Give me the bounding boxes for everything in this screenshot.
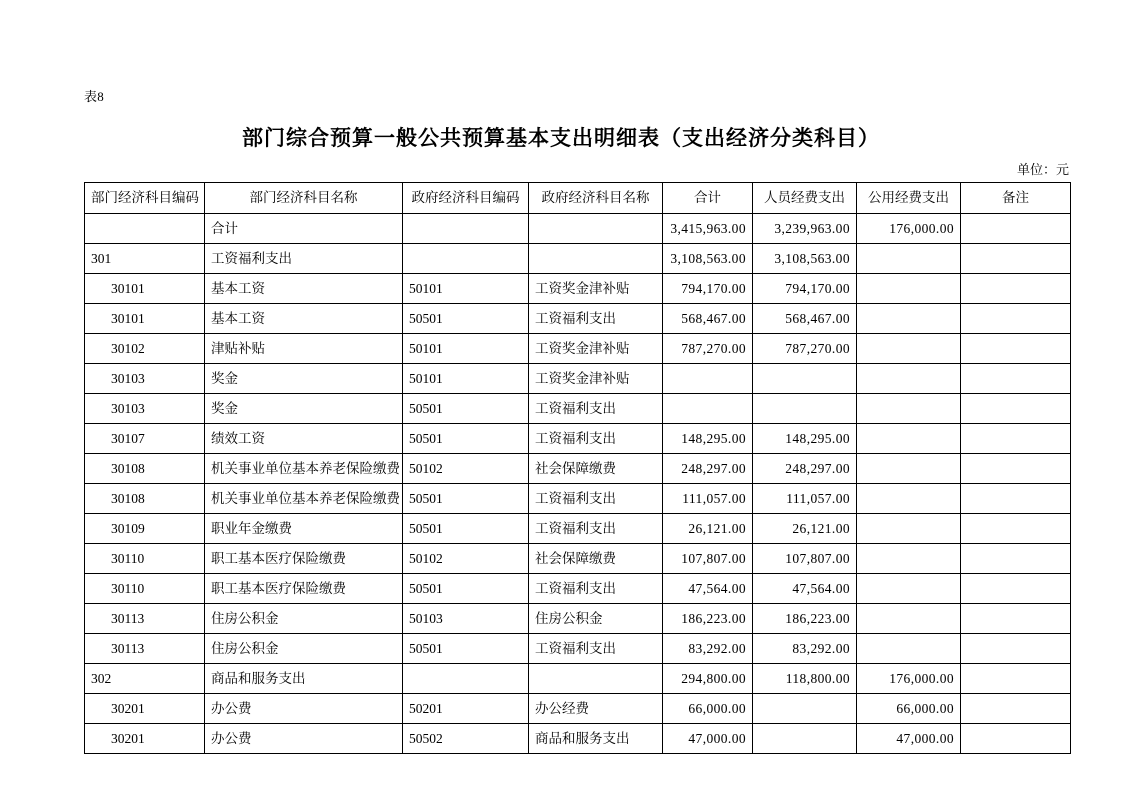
cell-remark [961, 424, 1071, 454]
cell-gov-code: 50501 [403, 514, 529, 544]
cell-remark [961, 394, 1071, 424]
cell-gov-code: 50501 [403, 424, 529, 454]
cell-personnel [753, 364, 857, 394]
cell-gov-code: 50501 [403, 484, 529, 514]
cell-remark [961, 274, 1071, 304]
cell-remark [961, 304, 1071, 334]
cell-dept-name: 工资福利支出 [205, 244, 403, 274]
cell-personnel: 83,292.00 [753, 634, 857, 664]
cell-dept-code: 30110 [85, 544, 205, 574]
cell-gov-name: 工资福利支出 [529, 634, 663, 664]
cell-gov-name [529, 664, 663, 694]
cell-dept-code: 30107 [85, 424, 205, 454]
cell-dept-name: 职业年金缴费 [205, 514, 403, 544]
cell-personnel: 248,297.00 [753, 454, 857, 484]
cell-dept-code: 30110 [85, 574, 205, 604]
table-row [85, 364, 1071, 394]
cell-personnel: 3,108,563.00 [753, 244, 857, 274]
cell-gov-name: 工资福利支出 [529, 484, 663, 514]
table-row [85, 664, 1071, 694]
cell-total: 186,223.00 [663, 604, 753, 634]
cell-public [857, 634, 961, 664]
cell-public [857, 334, 961, 364]
table-row [85, 244, 1071, 274]
cell-remark [961, 334, 1071, 364]
cell-gov-name: 住房公积金 [529, 604, 663, 634]
cell-personnel: 568,467.00 [753, 304, 857, 334]
cell-public [857, 274, 961, 304]
cell-gov-name [529, 244, 663, 274]
cell-gov-name [529, 214, 663, 244]
cell-personnel: 111,057.00 [753, 484, 857, 514]
cell-total [663, 364, 753, 394]
cell-public [857, 394, 961, 424]
cell-gov-name: 工资福利支出 [529, 304, 663, 334]
table-row [85, 544, 1071, 574]
cell-remark [961, 544, 1071, 574]
cell-dept-code: 30108 [85, 454, 205, 484]
cell-public [857, 364, 961, 394]
cell-dept-name: 津贴补贴 [205, 334, 403, 364]
cell-gov-name: 工资福利支出 [529, 394, 663, 424]
cell-personnel: 118,800.00 [753, 664, 857, 694]
cell-gov-code: 50501 [403, 394, 529, 424]
cell-gov-name: 办公经费 [529, 694, 663, 724]
table-row [85, 724, 1071, 754]
cell-remark [961, 694, 1071, 724]
column-header-gov-code: 政府经济科目编码 [403, 183, 529, 214]
cell-dept-name: 机关事业单位基本养老保险缴费 [205, 454, 403, 484]
cell-dept-code: 30108 [85, 484, 205, 514]
cell-remark [961, 724, 1071, 754]
cell-total: 3,415,963.00 [663, 214, 753, 244]
table-row [85, 694, 1071, 724]
cell-public: 66,000.00 [857, 694, 961, 724]
table-row [85, 484, 1071, 514]
table-row [85, 634, 1071, 664]
table-row [85, 604, 1071, 634]
table-row [85, 334, 1071, 364]
column-header-total: 合计 [663, 183, 753, 214]
cell-dept-name: 基本工资 [205, 274, 403, 304]
cell-total: 111,057.00 [663, 484, 753, 514]
table-row [85, 514, 1071, 544]
column-header-public: 公用经费支出 [857, 183, 961, 214]
table-row [85, 274, 1071, 304]
cell-dept-name: 商品和服务支出 [205, 664, 403, 694]
cell-gov-code: 50101 [403, 334, 529, 364]
cell-dept-code: 30101 [85, 274, 205, 304]
cell-gov-name: 工资奖金津补贴 [529, 334, 663, 364]
table-row [85, 304, 1071, 334]
cell-gov-name: 工资奖金津补贴 [529, 364, 663, 394]
cell-gov-code: 50101 [403, 364, 529, 394]
table-tag: 表8 [84, 89, 105, 104]
cell-remark [961, 664, 1071, 694]
cell-total: 787,270.00 [663, 334, 753, 364]
cell-dept-code: 30109 [85, 514, 205, 544]
cell-personnel: 148,295.00 [753, 424, 857, 454]
cell-gov-name: 社会保障缴费 [529, 454, 663, 484]
cell-public: 176,000.00 [857, 664, 961, 694]
cell-total: 3,108,563.00 [663, 244, 753, 274]
cell-dept-name: 职工基本医疗保险缴费 [205, 574, 403, 604]
cell-dept-name: 职工基本医疗保险缴费 [205, 544, 403, 574]
cell-public [857, 514, 961, 544]
cell-gov-code [403, 214, 529, 244]
cell-total: 248,297.00 [663, 454, 753, 484]
cell-dept-code: 301 [85, 244, 205, 274]
column-header-dept-code: 部门经济科目编码 [85, 183, 205, 214]
cell-gov-code: 50101 [403, 274, 529, 304]
table-row [85, 454, 1071, 484]
cell-personnel: 107,807.00 [753, 544, 857, 574]
cell-gov-code [403, 664, 529, 694]
cell-dept-code: 30113 [85, 634, 205, 664]
cell-gov-code: 50102 [403, 454, 529, 484]
cell-personnel: 3,239,963.00 [753, 214, 857, 244]
cell-public: 47,000.00 [857, 724, 961, 754]
cell-gov-code: 50502 [403, 724, 529, 754]
cell-dept-name: 奖金 [205, 394, 403, 424]
cell-personnel: 186,223.00 [753, 604, 857, 634]
page-title: 部门综合预算一般公共预算基本支出明细表（支出经济分类科目） [242, 126, 880, 150]
column-header-remark: 备注 [961, 183, 1071, 214]
cell-dept-code: 30201 [85, 694, 205, 724]
cell-remark [961, 364, 1071, 394]
cell-gov-code: 50501 [403, 574, 529, 604]
cell-total: 47,000.00 [663, 724, 753, 754]
cell-total: 66,000.00 [663, 694, 753, 724]
cell-dept-code: 30103 [85, 394, 205, 424]
cell-total: 83,292.00 [663, 634, 753, 664]
cell-public [857, 544, 961, 574]
cell-dept-name: 办公费 [205, 724, 403, 754]
cell-public [857, 244, 961, 274]
cell-public [857, 604, 961, 634]
column-header-dept-name: 部门经济科目名称 [205, 183, 403, 214]
column-header-personnel: 人员经费支出 [753, 183, 857, 214]
cell-dept-code: 30101 [85, 304, 205, 334]
table-row [85, 574, 1071, 604]
cell-public [857, 304, 961, 334]
cell-dept-name: 绩效工资 [205, 424, 403, 454]
cell-remark [961, 634, 1071, 664]
cell-dept-name: 基本工资 [205, 304, 403, 334]
cell-dept-name: 住房公积金 [205, 634, 403, 664]
cell-remark [961, 484, 1071, 514]
cell-total: 26,121.00 [663, 514, 753, 544]
cell-personnel: 26,121.00 [753, 514, 857, 544]
cell-dept-code [85, 214, 205, 244]
cell-gov-code [403, 244, 529, 274]
cell-remark [961, 574, 1071, 604]
cell-public [857, 484, 961, 514]
cell-dept-code: 30103 [85, 364, 205, 394]
cell-dept-code: 302 [85, 664, 205, 694]
cell-gov-code: 50103 [403, 604, 529, 634]
cell-total: 294,800.00 [663, 664, 753, 694]
table-row [85, 424, 1071, 454]
cell-dept-name: 办公费 [205, 694, 403, 724]
cell-public [857, 454, 961, 484]
cell-remark [961, 454, 1071, 484]
cell-gov-name: 工资福利支出 [529, 424, 663, 454]
cell-personnel [753, 724, 857, 754]
unit-label: 单位：元 [1016, 162, 1069, 177]
cell-dept-code: 30102 [85, 334, 205, 364]
cell-personnel: 794,170.00 [753, 274, 857, 304]
cell-personnel: 787,270.00 [753, 334, 857, 364]
table-row [85, 214, 1071, 244]
cell-gov-name: 工资奖金津补贴 [529, 274, 663, 304]
cell-dept-name: 奖金 [205, 364, 403, 394]
cell-dept-name: 机关事业单位基本养老保险缴费 [205, 484, 403, 514]
cell-gov-name: 商品和服务支出 [529, 724, 663, 754]
table-header [85, 183, 1071, 214]
cell-public [857, 424, 961, 454]
cell-gov-code: 50501 [403, 304, 529, 334]
cell-total: 794,170.00 [663, 274, 753, 304]
cell-remark [961, 214, 1071, 244]
cell-dept-code: 30201 [85, 724, 205, 754]
cell-total: 47,564.00 [663, 574, 753, 604]
cell-total [663, 394, 753, 424]
cell-gov-code: 50201 [403, 694, 529, 724]
cell-gov-name: 工资福利支出 [529, 514, 663, 544]
cell-remark [961, 244, 1071, 274]
cell-dept-code: 30113 [85, 604, 205, 634]
table-header-row [85, 183, 1071, 214]
cell-remark [961, 514, 1071, 544]
cell-remark [961, 604, 1071, 634]
table-body [85, 214, 1071, 754]
cell-personnel [753, 394, 857, 424]
column-header-gov-name: 政府经济科目名称 [529, 183, 663, 214]
cell-gov-name: 工资福利支出 [529, 574, 663, 604]
cell-gov-code: 50102 [403, 544, 529, 574]
cell-dept-name: 住房公积金 [205, 604, 403, 634]
cell-personnel: 47,564.00 [753, 574, 857, 604]
table-row [85, 394, 1071, 424]
budget-table [84, 182, 1071, 754]
cell-public: 176,000.00 [857, 214, 961, 244]
cell-personnel [753, 694, 857, 724]
cell-total: 148,295.00 [663, 424, 753, 454]
cell-dept-name: 合计 [205, 214, 403, 244]
cell-total: 568,467.00 [663, 304, 753, 334]
cell-total: 107,807.00 [663, 544, 753, 574]
cell-public [857, 574, 961, 604]
cell-gov-name: 社会保障缴费 [529, 544, 663, 574]
cell-gov-code: 50501 [403, 634, 529, 664]
